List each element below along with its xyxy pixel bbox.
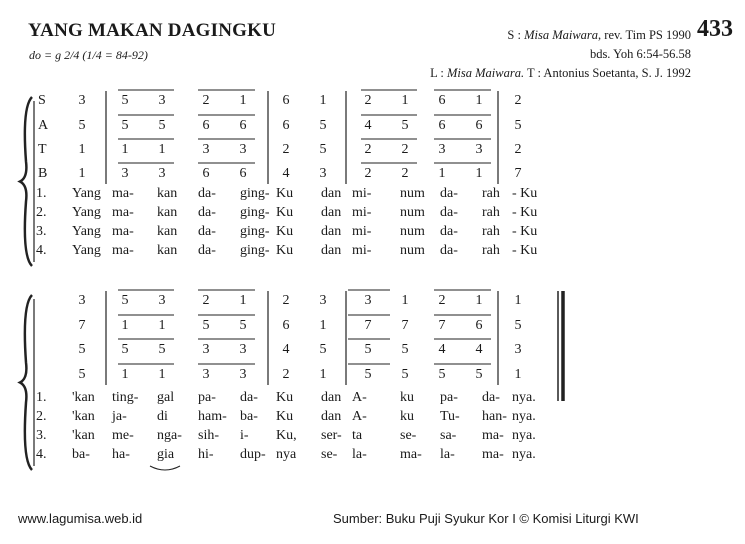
note: 5: [121, 342, 129, 357]
note: 2: [364, 166, 372, 181]
lyric-syllable: Yang: [72, 186, 101, 201]
note: 5: [158, 342, 166, 357]
note: 3: [239, 142, 247, 157]
note: 5: [121, 118, 129, 133]
lyric-syllable: la-: [352, 447, 367, 462]
note: 3: [78, 293, 86, 308]
lyric-syllable: nya.: [512, 447, 536, 462]
lyric-syllable: ku: [400, 409, 414, 424]
lyric-syllable: di: [157, 409, 168, 424]
note: 2: [401, 142, 409, 157]
note: 2: [202, 93, 210, 108]
note: 3: [202, 367, 210, 382]
lyric-syllable: i-: [240, 428, 249, 443]
note: 5: [401, 367, 409, 382]
note: 5: [514, 318, 522, 333]
song-title: YANG MAKAN DAGINGKU: [28, 20, 276, 41]
note: 5: [78, 118, 86, 133]
note: 3: [239, 367, 247, 382]
note: 3: [158, 93, 166, 108]
lyric-syllable: 'kan: [72, 390, 95, 405]
note: 6: [239, 118, 247, 133]
music-credit: S : Misa Maiwara, rev. Tim PS 1990: [507, 28, 691, 42]
note: 5: [438, 367, 446, 382]
note: 6: [239, 166, 247, 181]
note: 3: [158, 166, 166, 181]
note: 1: [319, 93, 327, 108]
note: 1: [158, 142, 166, 157]
note: 5: [364, 367, 372, 382]
lyric-syllable: - Ku: [512, 243, 538, 258]
note: 1: [438, 166, 446, 181]
note: 4: [438, 342, 446, 357]
note: 1: [239, 293, 247, 308]
note: 1: [158, 318, 166, 333]
note: 4: [282, 342, 290, 357]
lyric-syllable: rah: [482, 205, 500, 220]
verse-number: 4.: [36, 243, 47, 258]
note: 5: [121, 93, 129, 108]
note: 5: [78, 367, 86, 382]
note: 7: [438, 318, 446, 333]
note: 2: [202, 293, 210, 308]
lyric-syllable: Ku: [276, 224, 294, 239]
lyric-syllable: Tu-: [440, 409, 460, 424]
lyric-syllable: han-: [482, 409, 507, 424]
note: 2: [282, 293, 290, 308]
lyric-syllable: ma-: [112, 224, 134, 239]
note: 3: [78, 93, 86, 108]
note: 5: [319, 142, 327, 157]
lyric-syllable: ma-: [482, 428, 504, 443]
note: 6: [202, 166, 210, 181]
lyric-syllable: ma-: [112, 243, 134, 258]
voice-label-b: B: [38, 166, 48, 181]
lyric-syllable: da-: [440, 224, 458, 239]
lyric-syllable: Ku: [276, 243, 294, 258]
lyric-syllable: ma-: [482, 447, 504, 462]
voice-label-t: T: [38, 142, 47, 157]
lyric-syllable: dan: [321, 186, 342, 201]
note: 3: [319, 166, 327, 181]
note: 2: [364, 142, 372, 157]
lyric-syllable: kan: [157, 243, 178, 258]
note: 6: [282, 93, 290, 108]
note: 4: [475, 342, 483, 357]
lyric-syllable: dan: [321, 390, 342, 405]
lyric-syllable: Yang: [72, 243, 101, 258]
note: 5: [319, 342, 327, 357]
verse-number: 2.: [36, 409, 47, 424]
note: 5: [401, 118, 409, 133]
lyric-syllable: rah: [482, 243, 500, 258]
note: 6: [475, 318, 483, 333]
note: 5: [401, 342, 409, 357]
note: 1: [78, 142, 86, 157]
note: 2: [514, 142, 522, 157]
lyric-syllable: ba-: [72, 447, 90, 462]
note: 1: [514, 367, 522, 382]
source-footer: Sumber: Buku Puji Syukur Kor I © Komisi Liturgi KWI: [333, 511, 639, 526]
lyric-syllable: da-: [198, 243, 216, 258]
lyric-syllable: - Ku: [512, 205, 538, 220]
lyric-syllable: ba-: [240, 409, 258, 424]
lyric-syllable: se-: [400, 428, 417, 443]
tempo-marking: do = g 2/4 (1/4 = 84-92): [29, 48, 148, 62]
note: 1: [475, 93, 483, 108]
lyric-syllable: Yang: [72, 205, 101, 220]
note: 3: [158, 293, 166, 308]
verse-number: 3.: [36, 224, 47, 239]
lyric-syllable: num: [400, 186, 425, 201]
lyric-syllable: nya: [276, 447, 297, 462]
song-number: 433: [697, 16, 733, 42]
note: 2: [401, 166, 409, 181]
lyric-syllable: pa-: [198, 390, 216, 405]
note: 2: [282, 142, 290, 157]
note: 1: [475, 166, 483, 181]
lyric-syllable: - Ku: [512, 224, 538, 239]
lyric-syllable: A-: [352, 409, 367, 424]
lyric-syllable: gal: [157, 390, 175, 405]
lyric-syllable: kan: [157, 205, 178, 220]
lyric-syllable: da-: [198, 186, 216, 201]
note: 1: [121, 318, 129, 333]
lyric-syllable: rah: [482, 224, 500, 239]
note: 2: [514, 93, 522, 108]
note: 2: [282, 367, 290, 382]
lyric-syllable: gia: [157, 447, 175, 462]
lyric-syllable: da-: [440, 243, 458, 258]
note: 5: [158, 118, 166, 133]
note: 7: [364, 318, 372, 333]
note: 5: [514, 118, 522, 133]
lyric-syllable: sih-: [198, 428, 219, 443]
lyric-syllable: sa-: [440, 428, 457, 443]
lyric-syllable: da-: [440, 205, 458, 220]
lyric-syllable: ting-: [112, 390, 139, 405]
note: 2: [364, 93, 372, 108]
note: 1: [239, 93, 247, 108]
note: 5: [364, 342, 372, 357]
note: 6: [438, 118, 446, 133]
lyric-syllable: kan: [157, 186, 178, 201]
note: 7: [401, 318, 409, 333]
lyric-syllable: Ku: [276, 186, 294, 201]
lyric-syllable: - Ku: [512, 186, 538, 201]
note: 5: [475, 367, 483, 382]
lyric-syllable: Ku: [276, 390, 294, 405]
verse-number: 2.: [36, 205, 47, 220]
note: 1: [78, 166, 86, 181]
lyric-syllable: ser-: [321, 428, 342, 443]
lyric-syllable: da-: [198, 205, 216, 220]
note: 5: [78, 342, 86, 357]
note: 2: [438, 293, 446, 308]
note: 1: [401, 293, 409, 308]
lyric-syllable: ku: [400, 390, 414, 405]
lyric-syllable: ging-: [240, 243, 270, 258]
system-brace: [20, 295, 32, 470]
lyric-syllable: ma-: [400, 447, 422, 462]
lyric-syllable: Ku,: [276, 428, 297, 443]
note: 1: [319, 367, 327, 382]
note: 6: [282, 118, 290, 133]
lyric-syllable: mi-: [352, 224, 372, 239]
lyric-syllable: rah: [482, 186, 500, 201]
note: 1: [475, 293, 483, 308]
lyric-syllable: ging-: [240, 186, 270, 201]
lyric-syllable: da-: [482, 390, 500, 405]
note: 5: [202, 318, 210, 333]
lyric-syllable: Ku: [276, 409, 294, 424]
lyric-syllable: da-: [198, 224, 216, 239]
voice-label-s: S: [38, 93, 46, 108]
lyric-syllable: Yang: [72, 224, 101, 239]
lyric-syllable: mi-: [352, 243, 372, 258]
note: 1: [319, 318, 327, 333]
slur: [150, 466, 180, 470]
note: 3: [514, 342, 522, 357]
note: 3: [364, 293, 372, 308]
lyric-syllable: ma-: [112, 186, 134, 201]
lyric-syllable: 'kan: [72, 409, 95, 424]
lyric-syllable: ging-: [240, 205, 270, 220]
note: 1: [121, 142, 129, 157]
lyric-syllable: Ku: [276, 205, 294, 220]
lyric-syllable: nya.: [512, 409, 536, 424]
note: 1: [121, 367, 129, 382]
lyric-syllable: kan: [157, 224, 178, 239]
verse-number: 1.: [36, 390, 47, 405]
note: 7: [78, 318, 86, 333]
note: 1: [514, 293, 522, 308]
lyric-syllable: num: [400, 205, 425, 220]
lyric-syllable: nya.: [512, 428, 536, 443]
note: 3: [475, 142, 483, 157]
lyric-syllable: dan: [321, 409, 342, 424]
lyric-syllable: mi-: [352, 205, 372, 220]
note: 3: [239, 342, 247, 357]
lyric-syllable: da-: [440, 186, 458, 201]
lyric-syllable: ha-: [112, 447, 130, 462]
website-footer: www.lagumisa.web.id: [18, 511, 143, 526]
lyric-syllable: me-: [112, 428, 134, 443]
note: 4: [364, 118, 372, 133]
lyric-syllable: ja-: [112, 409, 127, 424]
lyric-syllable: num: [400, 224, 425, 239]
lyric-syllable: dup-: [240, 447, 266, 462]
note: 5: [319, 118, 327, 133]
lyric-syllable: da-: [240, 390, 258, 405]
lyric-syllable: se-: [321, 447, 338, 462]
scripture-reference: bds. Yoh 6:54-56.58: [589, 47, 691, 61]
lyric-syllable: A-: [352, 390, 367, 405]
note: 4: [282, 166, 290, 181]
lyric-syllable: mi-: [352, 186, 372, 201]
lyric-syllable: 'kan: [72, 428, 95, 443]
lyric-syllable: ma-: [112, 205, 134, 220]
lyric-syllable: pa-: [440, 390, 458, 405]
note: 1: [401, 93, 409, 108]
note: 6: [475, 118, 483, 133]
lyric-syllable: dan: [321, 243, 342, 258]
voice-label-a: A: [38, 118, 49, 133]
lyric-syllable: num: [400, 243, 425, 258]
lyric-syllable: la-: [440, 447, 455, 462]
lyric-syllable: nga-: [157, 428, 182, 443]
verse-number: 1.: [36, 186, 47, 201]
note: 3: [121, 166, 129, 181]
verse-number: 3.: [36, 428, 47, 443]
note: 3: [202, 142, 210, 157]
note: 5: [121, 293, 129, 308]
lyric-syllable: nya.: [512, 390, 536, 405]
note: 6: [282, 318, 290, 333]
lyric-syllable: dan: [321, 205, 342, 220]
note: 3: [202, 342, 210, 357]
lyric-syllable: hi-: [198, 447, 214, 462]
verse-number: 4.: [36, 447, 47, 462]
note: 1: [158, 367, 166, 382]
note: 6: [202, 118, 210, 133]
note: 6: [438, 93, 446, 108]
note: 7: [514, 166, 522, 181]
lyric-syllable: dan: [321, 224, 342, 239]
note: 3: [438, 142, 446, 157]
lyric-syllable: ham-: [198, 409, 227, 424]
lyric-syllable: ta: [352, 428, 363, 443]
lyrics-credit: L : Misa Maiwara. T : Antonius Soetanta, S. J. 1992: [430, 66, 691, 80]
lyric-syllable: ging-: [240, 224, 270, 239]
note: 5: [239, 318, 247, 333]
note: 3: [319, 293, 327, 308]
